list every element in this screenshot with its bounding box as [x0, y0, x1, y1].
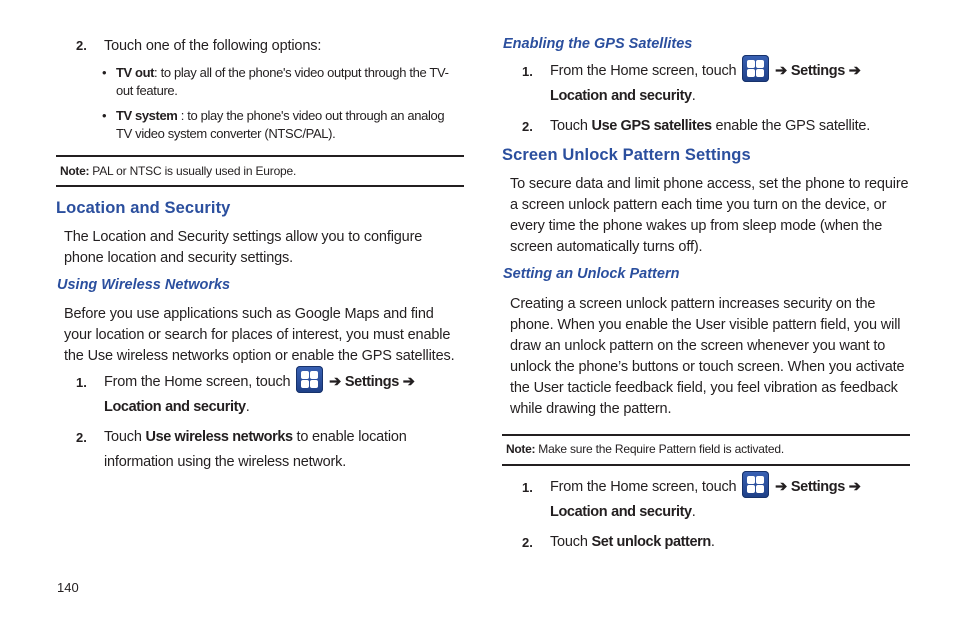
- gps-step-2: [502, 114, 910, 140]
- menu-path-and-security: and security: [611, 88, 692, 104]
- menu-path-settings: Settings: [344, 374, 399, 390]
- note-bottom-rule: [502, 464, 910, 466]
- step-number: 2.: [76, 38, 87, 53]
- setting-unlock-paragraph: Creating a screen unlock pattern increases security on the phone. When you enable the User visible pattern field, you will draw an unlock pattern on the screen whenever you want to unlock the phone’s buttons or touch screen. When you activate the User tacticle feedback field, you feel vibration as feedback while drawing the pattern.: [510, 296, 905, 417]
- step-suffix: enable the GPS satellite.: [711, 118, 871, 134]
- step-prefix: From the Home screen, touch: [550, 479, 737, 495]
- gps-step-1: [502, 59, 910, 111]
- bullet-description: : to play the phone's video out through an analog TV video system converter (NTSC/PAL).: [116, 108, 445, 141]
- note-top-rule: [502, 434, 910, 436]
- note: [506, 441, 784, 457]
- step-prefix: Touch: [550, 118, 592, 134]
- bullet-dot: •: [102, 65, 107, 80]
- step-text: [104, 370, 464, 420]
- step-end: .: [691, 504, 696, 520]
- menu-path-settings: Settings: [790, 63, 845, 79]
- bullet-term: TV system: [116, 108, 178, 123]
- wireless-step-2: [56, 425, 464, 477]
- section-heading-location-security: Location and Security: [56, 199, 231, 217]
- subheading-setting-unlock-pattern: Setting an Unlock Pattern: [503, 266, 680, 282]
- step-text: [104, 425, 464, 475]
- pattern-step-1: [502, 475, 910, 527]
- note-label: Note:: [60, 164, 90, 178]
- option-use-gps-satellites: Use GPS satellites: [591, 118, 712, 134]
- subheading-gps-satellites: Enabling the GPS Satellites: [503, 36, 693, 52]
- step-prefix: From the Home screen, touch: [104, 374, 291, 390]
- note-text: Make sure the Require Pattern field is activated.: [535, 442, 784, 456]
- bullet-term: TV out: [116, 65, 155, 80]
- step-text: [550, 59, 910, 109]
- menu-path-location: Location: [550, 88, 608, 104]
- step-number: 1.: [522, 64, 533, 79]
- step-prefix: Touch: [550, 534, 592, 550]
- section-heading-screen-unlock: Screen Unlock Pattern Settings: [502, 146, 751, 164]
- option-set-unlock-pattern: Set unlock pattern: [591, 534, 711, 550]
- bullet-text: [116, 107, 456, 143]
- step-number: 2.: [76, 430, 87, 445]
- applications-grid-icon: [296, 366, 323, 393]
- step-number: 2.: [522, 119, 533, 134]
- screen-unlock-paragraph: To secure data and limit phone access, set the phone to require a screen unlock pattern each time you turn on the device, or every time the phone wakes up from sleep mode (when the screen automatically turns off).: [510, 176, 909, 255]
- step-text: [550, 530, 910, 555]
- step-text: Touch one of the following options:: [104, 38, 322, 54]
- step-number: 1.: [76, 375, 87, 390]
- option-use-wireless-networks: Use wireless networks: [145, 429, 293, 445]
- arrow-icon: ➔: [402, 374, 415, 390]
- page-number: 140: [57, 580, 79, 595]
- step-end: .: [710, 534, 715, 550]
- bullet-description: : to play all of the phone's video output through the TV-out feature.: [116, 65, 449, 98]
- pattern-step-2: [502, 530, 910, 556]
- arrow-icon: ➔: [775, 63, 788, 79]
- step-text: [550, 114, 910, 139]
- wireless-step-1: [56, 370, 464, 422]
- step-text: [550, 475, 910, 525]
- location-security-paragraph: The Location and Security settings allow you to configure phone location and security settings.: [64, 229, 423, 266]
- subheading-wireless-networks: Using Wireless Networks: [57, 277, 231, 293]
- wireless-networks-paragraph: Before you use applications such as Google Maps and find your location or search for places of interest, you must enable the Use wireless networks option or enable the GPS satellites.: [64, 306, 455, 364]
- menu-path-location: Location: [550, 504, 608, 520]
- note-text: PAL or NTSC is usually used in Europe.: [89, 164, 297, 178]
- arrow-icon: ➔: [848, 479, 861, 495]
- step-prefix: Touch: [104, 429, 146, 445]
- bullet-text: [116, 64, 462, 100]
- bullet-dot: •: [102, 108, 107, 123]
- step-end: .: [245, 399, 250, 415]
- step-prefix: From the Home screen, touch: [550, 63, 737, 79]
- menu-path-and-security: and security: [611, 504, 692, 520]
- step-end: .: [691, 88, 696, 104]
- arrow-icon: ➔: [848, 63, 861, 79]
- note-bottom-rule: [56, 185, 464, 187]
- step-number: 2.: [522, 535, 533, 550]
- arrow-icon: ➔: [329, 374, 342, 390]
- note: [60, 163, 296, 179]
- arrow-icon: ➔: [775, 479, 788, 495]
- menu-path-location: Location: [104, 399, 162, 415]
- step-number: 1.: [522, 480, 533, 495]
- menu-path-settings: Settings: [790, 479, 845, 495]
- note-top-rule: [56, 155, 464, 157]
- note-label: Note:: [506, 442, 536, 456]
- step-suffix: to enable location information using the wireless network.: [104, 429, 407, 470]
- applications-grid-icon: [742, 471, 769, 498]
- applications-grid-icon: [742, 55, 769, 82]
- menu-path-and-security: and security: [165, 399, 246, 415]
